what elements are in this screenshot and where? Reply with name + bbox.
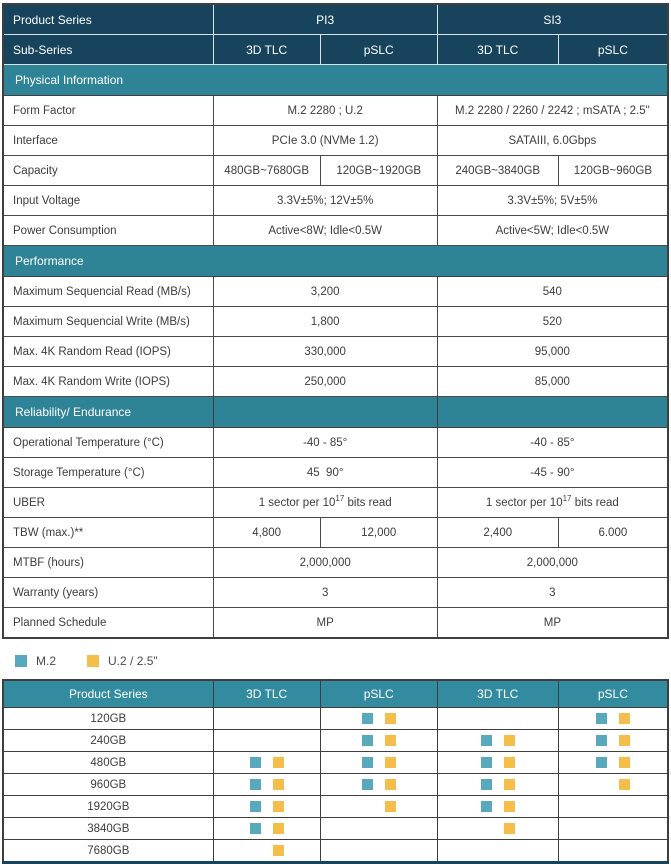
- spec-value-cell: M.2 2280 / 2260 / 2242 ; mSATA ; 2.5": [437, 96, 668, 126]
- matrix-cell: [437, 774, 558, 796]
- matrix-row: [3, 774, 668, 796]
- m2-square-icon: [250, 757, 261, 768]
- section-band-row: [3, 65, 668, 96]
- spec-value-cell: 45 90°: [213, 458, 437, 488]
- matrix-header-col-3: 3D TLC: [437, 680, 558, 708]
- spec-row-label: Form Factor: [3, 96, 213, 126]
- m2-square-icon: [362, 713, 373, 724]
- spec-value-cell: 3,200: [213, 277, 437, 307]
- spec-value-cell: 2,000,000: [437, 548, 668, 578]
- spec-row-label: Capacity: [3, 156, 213, 186]
- spec-row: [3, 578, 668, 608]
- matrix-capacity-label: 7680GB: [3, 840, 213, 863]
- u2-square-icon: [504, 801, 515, 812]
- spec-row-label: Interface: [3, 126, 213, 156]
- spec-row-label: Maximum Sequencial Write (MB/s): [3, 307, 213, 337]
- matrix-cell: [213, 818, 320, 840]
- series-header-si3: SI3: [437, 4, 668, 35]
- matrix-capacity-label: 3840GB: [3, 818, 213, 840]
- matrix-cell: [437, 818, 558, 840]
- legend-item-m2: [15, 654, 56, 668]
- u2-square-icon: [504, 823, 515, 834]
- matrix-row: [3, 818, 668, 840]
- matrix-header-col-4: pSLC: [558, 680, 668, 708]
- spec-value-cell: 120GB~960GB: [558, 156, 668, 186]
- matrix-header-row: [3, 680, 668, 708]
- spec-table: [2, 3, 669, 639]
- matrix-capacity-label: 480GB: [3, 752, 213, 774]
- spec-value-cell: 85,000: [437, 367, 668, 397]
- m2-square-icon: [15, 655, 27, 667]
- spec-row: [3, 367, 668, 397]
- spec-value-cell: 2,400: [437, 518, 558, 548]
- spec-value-cell: 6.000: [558, 518, 668, 548]
- spec-value-cell: Active<5W; Idle<0.5W: [437, 216, 668, 246]
- spec-value-cell: MP: [213, 608, 437, 639]
- u2-square-icon: [385, 713, 396, 724]
- matrix-row: [3, 730, 668, 752]
- spec-row: [3, 277, 668, 307]
- matrix-cell: [320, 818, 437, 840]
- spec-row: [3, 548, 668, 578]
- legend-label: U.2 / 2.5": [108, 654, 158, 668]
- matrix-cell: [558, 774, 668, 796]
- spec-row-label: Power Consumption: [3, 216, 213, 246]
- spec-row: [3, 96, 668, 126]
- spec-row-label: Operational Temperature (°C): [3, 428, 213, 458]
- spec-header-row: [3, 4, 668, 35]
- m2-square-icon: [250, 823, 261, 834]
- section-title: Performance: [3, 246, 668, 277]
- u2-square-icon: [504, 757, 515, 768]
- u2-square-icon: [273, 845, 284, 856]
- spec-value-cell: 2,000,000: [213, 548, 437, 578]
- spec-row-label: MTBF (hours): [3, 548, 213, 578]
- m2-square-icon: [362, 779, 373, 790]
- series-header-pi3: PI3: [213, 4, 437, 35]
- spec-row: [3, 216, 668, 246]
- spec-value-cell: -40 - 85°: [437, 428, 668, 458]
- spec-value-cell: 4,800: [213, 518, 320, 548]
- u2-square-icon: [385, 801, 396, 812]
- matrix-cell: [437, 708, 558, 730]
- capacity-matrix-table: [2, 679, 669, 864]
- m2-square-icon: [250, 801, 261, 812]
- spec-value-cell: MP: [437, 608, 668, 639]
- matrix-cell: [213, 752, 320, 774]
- u2-square-icon: [273, 823, 284, 834]
- matrix-header-col-1: 3D TLC: [213, 680, 320, 708]
- sub-series-col-1: pSLC: [320, 35, 437, 65]
- u2-square-icon: [619, 757, 630, 768]
- m2-square-icon: [250, 779, 261, 790]
- matrix-row: [3, 796, 668, 818]
- spec-value-cell: 1 sector per $10^{17}$ bits read: [213, 488, 437, 518]
- section-band-row: [3, 246, 668, 277]
- section-band-fill: [437, 397, 668, 428]
- u2-square-icon: [619, 735, 630, 746]
- u2-square-icon: [385, 735, 396, 746]
- spec-value-cell: 3: [437, 578, 668, 608]
- superscript: 17: [335, 493, 345, 503]
- sub-series-col-0: 3D TLC: [213, 35, 320, 65]
- u2-square-icon: [385, 779, 396, 790]
- matrix-cell: [558, 752, 668, 774]
- spec-row: [3, 126, 668, 156]
- matrix-cell: [320, 708, 437, 730]
- section-title: Physical Information: [3, 65, 668, 96]
- matrix-header-col-2: pSLC: [320, 680, 437, 708]
- spec-value-cell: 3: [213, 578, 437, 608]
- spec-row: [3, 608, 668, 639]
- u2-square-icon: [504, 735, 515, 746]
- m2-square-icon: [481, 735, 492, 746]
- u2-square-icon: [273, 757, 284, 768]
- spec-value-cell: 330,000: [213, 337, 437, 367]
- matrix-cell: [320, 796, 437, 818]
- spec-value-cell: 250,000: [213, 367, 437, 397]
- matrix-cell: [213, 708, 320, 730]
- spec-row-label: Warranty (years): [3, 578, 213, 608]
- legend-label: M.2: [36, 654, 57, 668]
- sub-series-row: [3, 35, 668, 65]
- spec-value-cell: 540: [437, 277, 668, 307]
- matrix-cell: [437, 796, 558, 818]
- form-factor-legend: [15, 654, 669, 668]
- spec-row: [3, 156, 668, 186]
- u2-square-icon: [504, 779, 515, 790]
- matrix-cell: [558, 818, 668, 840]
- u2-square-icon: [273, 801, 284, 812]
- spec-value-cell: 480GB~7680GB: [213, 156, 320, 186]
- m2-square-icon: [596, 713, 607, 724]
- m2-square-icon: [362, 757, 373, 768]
- spec-row-label: TBW (max.)**: [3, 518, 213, 548]
- sub-series-col-3: pSLC: [558, 35, 668, 65]
- matrix-row: [3, 840, 668, 863]
- matrix-cell: [558, 708, 668, 730]
- m2-square-icon: [481, 757, 492, 768]
- spec-row-label: Planned Schedule: [3, 608, 213, 639]
- m2-square-icon: [596, 735, 607, 746]
- spec-row: [3, 428, 668, 458]
- spec-row-label: Max. 4K Random Write (IOPS): [3, 367, 213, 397]
- matrix-cell: [320, 752, 437, 774]
- spec-row: [3, 488, 668, 518]
- spec-value-cell: -40 - 85°: [213, 428, 437, 458]
- m2-square-icon: [481, 801, 492, 812]
- spec-row-label: Storage Temperature (°C): [3, 458, 213, 488]
- spec-value-cell: M.2 2280 ; U.2: [213, 96, 437, 126]
- m2-square-icon: [362, 735, 373, 746]
- matrix-cell: [558, 730, 668, 752]
- sub-series-col-2: 3D TLC: [437, 35, 558, 65]
- spec-row: [3, 307, 668, 337]
- matrix-cell: [320, 730, 437, 752]
- spec-value-cell: 520: [437, 307, 668, 337]
- u2-square-icon: [87, 655, 99, 667]
- u2-square-icon: [619, 779, 630, 790]
- spec-value-cell: PCIe 3.0 (NVMe 1.2): [213, 126, 437, 156]
- spec-value-cell: 240GB~3840GB: [437, 156, 558, 186]
- section-band-row: [3, 397, 668, 428]
- spec-row: [3, 186, 668, 216]
- spec-value-cell: 95,000: [437, 337, 668, 367]
- matrix-cell: [213, 774, 320, 796]
- matrix-row: [3, 708, 668, 730]
- spec-value-cell: 3.3V±5%; 12V±5%: [213, 186, 437, 216]
- spec-row-label: Input Voltage: [3, 186, 213, 216]
- spec-value-cell: 1 sector per $10^{17}$ bits read: [437, 488, 668, 518]
- matrix-cell: [558, 840, 668, 863]
- u2-square-icon: [385, 757, 396, 768]
- spec-value-cell: 120GB~1920GB: [320, 156, 437, 186]
- matrix-row: [3, 752, 668, 774]
- spec-row-label: UBER: [3, 488, 213, 518]
- section-band-fill: [213, 397, 437, 428]
- matrix-cell: [320, 774, 437, 796]
- spec-value-cell: 3.3V±5%; 5V±5%: [437, 186, 668, 216]
- matrix-capacity-label: 240GB: [3, 730, 213, 752]
- matrix-cell: [437, 752, 558, 774]
- u2-square-icon: [273, 779, 284, 790]
- superscript: 17: [562, 493, 572, 503]
- matrix-cell: [558, 796, 668, 818]
- matrix-capacity-label: 1920GB: [3, 796, 213, 818]
- matrix-cell: [437, 840, 558, 863]
- matrix-cell: [437, 730, 558, 752]
- spec-row: [3, 518, 668, 548]
- product-series-header: Product Series: [3, 4, 213, 35]
- spec-value-cell: SATAIII, 6.0Gbps: [437, 126, 668, 156]
- section-title: Reliability/ Endurance: [3, 397, 213, 428]
- spec-row: [3, 458, 668, 488]
- spec-value-cell: 12,000: [320, 518, 437, 548]
- matrix-capacity-label: 120GB: [3, 708, 213, 730]
- spec-row: [3, 337, 668, 367]
- spec-row-label: Max. 4K Random Read (IOPS): [3, 337, 213, 367]
- m2-square-icon: [596, 757, 607, 768]
- matrix-cell: [320, 840, 437, 863]
- sub-series-header: Sub-Series: [3, 35, 213, 65]
- matrix-cell: [213, 840, 320, 863]
- matrix-cell: [213, 730, 320, 752]
- matrix-capacity-label: 960GB: [3, 774, 213, 796]
- m2-square-icon: [481, 779, 492, 790]
- spec-value-cell: Active<8W; Idle<0.5W: [213, 216, 437, 246]
- u2-square-icon: [619, 713, 630, 724]
- matrix-cell: [213, 796, 320, 818]
- spec-value-cell: -45 - 90°: [437, 458, 668, 488]
- spec-row-label: Maximum Sequencial Read (MB/s): [3, 277, 213, 307]
- matrix-header-product-series: Product Series: [3, 680, 213, 708]
- spec-value-cell: 1,800: [213, 307, 437, 337]
- legend-item-u2: [87, 654, 158, 668]
